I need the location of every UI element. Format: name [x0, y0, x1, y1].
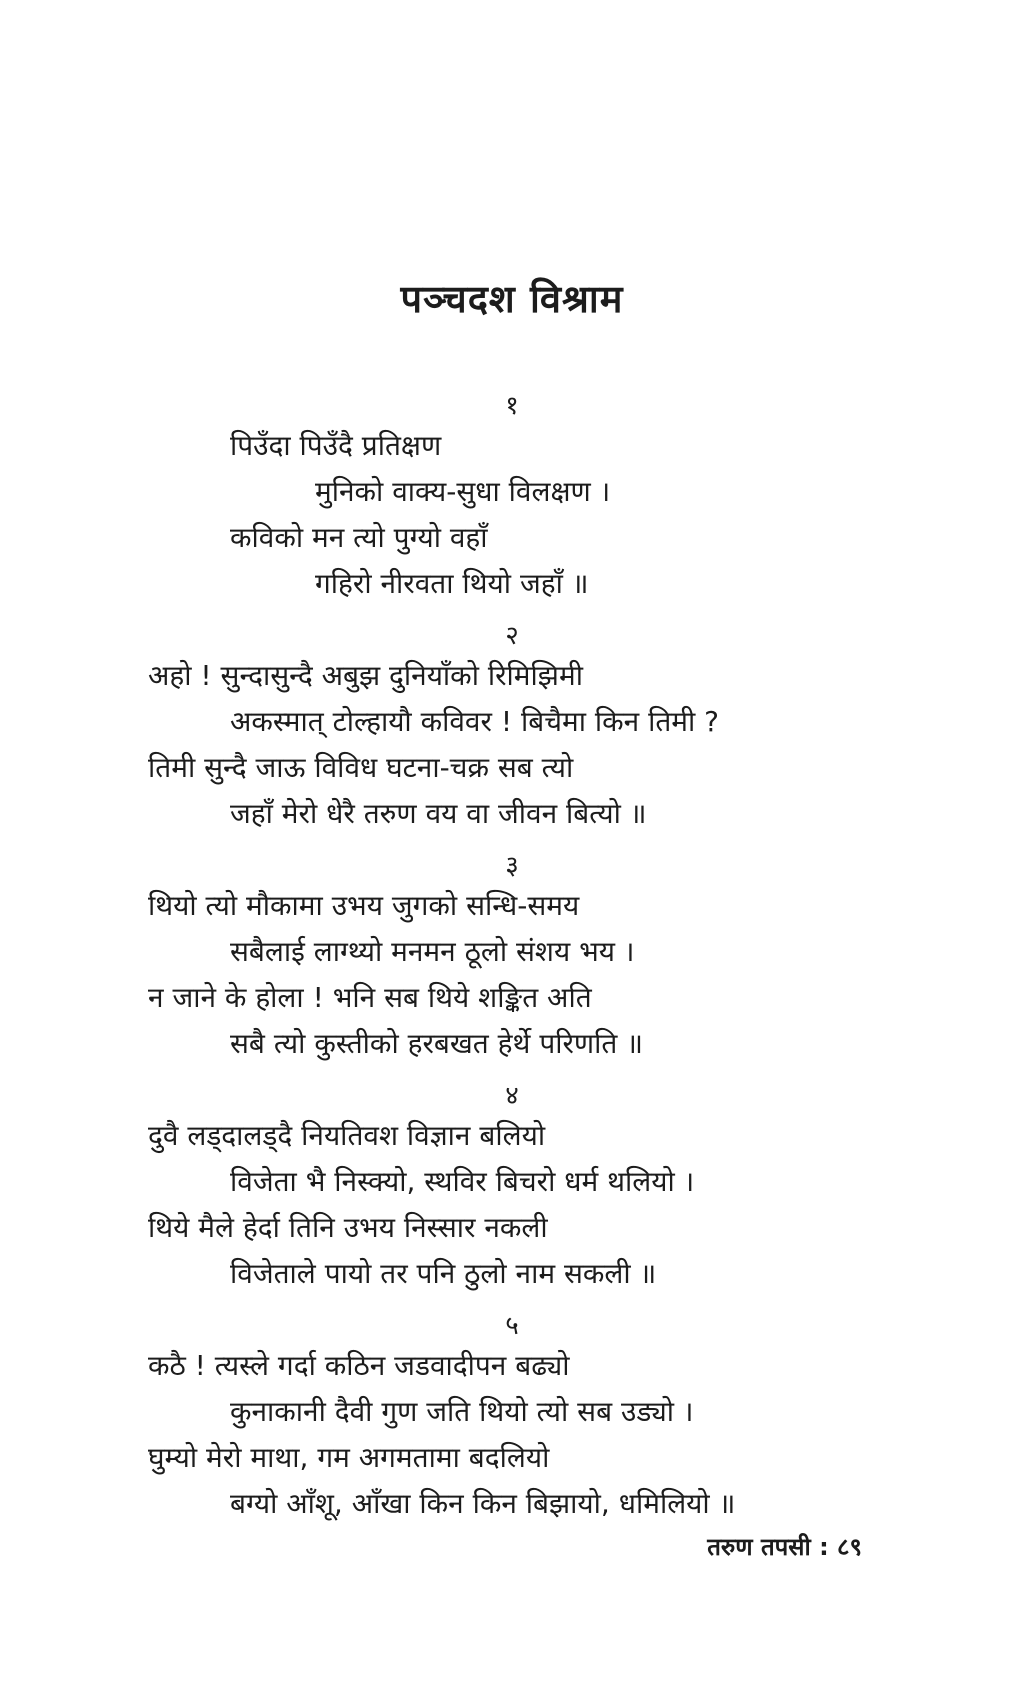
verse-number: ३ — [505, 851, 519, 881]
verse-line: कठै ! त्यस्ले गर्दा कठिन जडवादीपन बढ्यो — [148, 1349, 570, 1382]
chapter-title: पञ्चदश विश्राम — [400, 277, 624, 321]
verse-line: कविको मन त्यो पुग्यो वहाँ — [230, 521, 488, 554]
verse-line: सबैलाई लाग्थ्यो मनमन ठूलो संशय भय । — [230, 935, 635, 968]
verse-line: विजेताले पायो तर पनि ठुलो नाम सकली ॥ — [230, 1257, 657, 1290]
verse-number: २ — [505, 621, 519, 651]
page-footer: तरुण तपसी : ८९ — [707, 1533, 862, 1561]
verse-line: न जाने के होला ! भनि सब थिये शङ्कित अति — [148, 981, 592, 1014]
verse-line: अकस्मात् टोल्हायौ कविवर ! बिचैमा किन तिमी ? — [230, 705, 720, 738]
verse-line: गहिरो नीरवता थियो जहाँ ॥ — [315, 567, 589, 600]
verse-line: थियो त्यो मौकामा उभय जुगको सन्धि-समय — [148, 889, 580, 922]
verse-line: मुनिको वाक्य-सुधा विलक्षण । — [315, 475, 611, 508]
verse-line: अहो ! सुन्दासुन्दै अबुझ दुनियाँको रिमिझिमी — [148, 659, 583, 692]
verse-number: ४ — [505, 1081, 519, 1111]
verse-line: बग्यो आँशू, आँखा किन किन बिझायो, धमिलियो ॥ — [230, 1487, 736, 1520]
verse-line: सबै त्यो कुस्तीको हरबखत हेर्थे परिणति ॥ — [230, 1027, 644, 1060]
verse-line: कुनाकानी दैवी गुण जति थियो त्यो सब उड्यो । — [230, 1395, 694, 1428]
verse-line: जहाँ मेरो धेरै तरुण वय वा जीवन बित्यो ॥ — [230, 797, 647, 830]
verse-line: विजेता भै निस्क्यो, स्थविर बिचरो धर्म थलियो । — [230, 1165, 695, 1198]
verse-number: १ — [505, 391, 519, 421]
verse-number: ५ — [505, 1311, 519, 1341]
verse-line: पिउँदा पिउँदै प्रतिक्षण — [230, 429, 442, 462]
verse-line: दुवै लड्दालड्दै नियतिवश विज्ञान बलियो — [148, 1119, 546, 1152]
verse-line: घुम्यो मेरो माथा, गम अगमतामा बदलियो — [148, 1441, 550, 1474]
verse-line: तिमी सुन्दै जाऊ विविध घटना-चक्र सब त्यो — [148, 751, 574, 784]
verse-line: थिये मैले हेर्दा तिनि उभय निस्सार नकली — [148, 1211, 548, 1244]
